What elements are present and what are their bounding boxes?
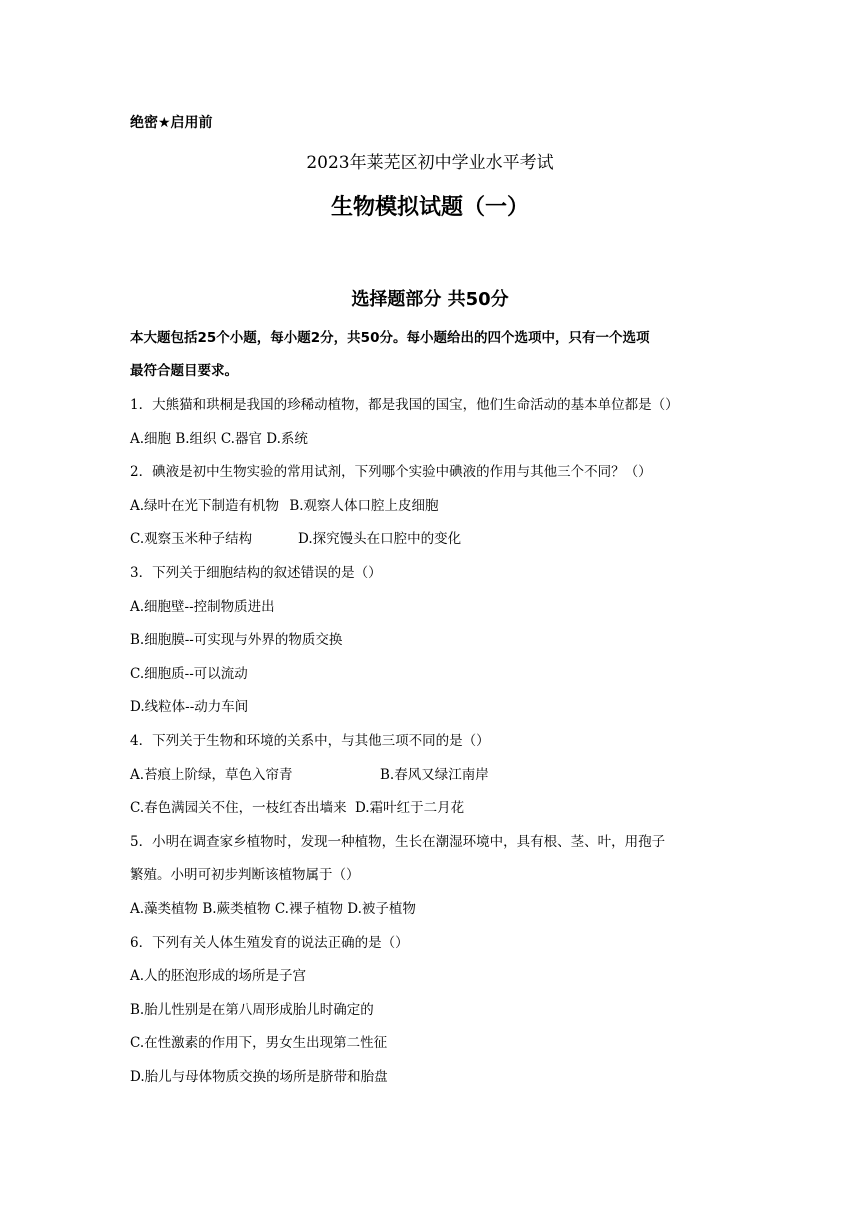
section-title: 选择题部分 共50分 xyxy=(351,289,509,310)
question-2-option-c: C.观察玉米种子结构 xyxy=(130,531,253,548)
question-2-options-row-1 xyxy=(130,490,740,524)
question-3-option-c: C.细胞质--可以流动 xyxy=(130,665,248,682)
secret-mark: 绝密★启用前 xyxy=(130,115,213,131)
question-1-stem: 1．大熊猫和珙桐是我国的珍稀动植物，都是我国的国宝，他们生命活动的基本单位都是（） xyxy=(130,397,679,413)
question-6-option-a: A.人的胚泡形成的场所是子宫 xyxy=(130,968,307,985)
question-5-stem-line-1: 5．小明在调查家乡植物时，发现一种植物，生长在潮湿环境中，具有根、茎、叶，用孢子 xyxy=(130,833,666,850)
question-2-option-b: B.观察人体口腔上皮细胞 xyxy=(289,497,439,514)
question-5-options: A.藻类植物 B.蕨类植物 C.裸子植物 D.被子植物 xyxy=(130,900,416,917)
question-2-option-d: D.探究馒头在口腔中的变化 xyxy=(298,531,462,548)
question-list xyxy=(130,389,740,1094)
question-2-options-row-2 xyxy=(130,523,740,557)
exam-title: 2023年莱芜区初中学业水平考试 xyxy=(306,153,554,173)
question-4-option-a: A.苔痕上阶绿，草色入帘青 xyxy=(130,766,293,783)
question-6-option-d: D.胎儿与母体物质交换的场所是脐带和胎盘 xyxy=(130,1068,388,1085)
question-6-stem: 6．下列有关人体生殖发育的说法正确的是（） xyxy=(130,934,409,951)
question-5-stem-line-2: 繁殖。小明可初步判断该植物属于（） xyxy=(130,867,360,884)
question-2-stem: 2．碘液是初中生物实验的常用试剂，下列哪个实验中碘液的作用与其他三个不同？（） xyxy=(130,464,652,481)
question-6-option-c: C.在性激素的作用下，男女生出现第二性征 xyxy=(130,1035,388,1052)
question-4-options-row-2 xyxy=(130,792,740,826)
question-4-options-row-1 xyxy=(130,759,740,793)
instruction-line-2: 最符合题目要求。 xyxy=(130,363,238,379)
question-3-option-b: B.细胞膜--可实现与外界的物质交换 xyxy=(130,632,343,649)
section-instruction xyxy=(130,322,740,388)
question-4-option-d: D.霜叶红于二月花 xyxy=(354,800,465,817)
question-3-option-d: D.线粒体--动力车间 xyxy=(130,699,249,716)
subject-title: 生物模拟试题（一） xyxy=(330,195,529,220)
question-6-option-b: B.胎儿性别是在第八周形成胎儿时确定的 xyxy=(130,1001,374,1018)
question-1-options: A.细胞 B.组织 C.器官 D.系统 xyxy=(130,430,308,447)
instruction-line-1: 本大题包括25个小题，每小题2分，共50分。每小题给出的四个选项中，只有一个选项 xyxy=(130,330,650,346)
question-4-stem: 4．下列关于生物和环境的关系中，与其他三项不同的是（） xyxy=(130,732,490,749)
question-3-stem: 3．下列关于细胞结构的叙述错误的是（） xyxy=(130,564,382,581)
question-2-option-a: A.绿叶在光下制造有机物 xyxy=(130,497,280,514)
question-4-option-c: C.春色满园关不住，一枝红杏出墙来 xyxy=(130,800,347,817)
question-3-option-a: A.细胞壁--控制物质进出 xyxy=(130,598,275,615)
question-4-option-b: B.春风又绿江南岸 xyxy=(380,766,489,783)
